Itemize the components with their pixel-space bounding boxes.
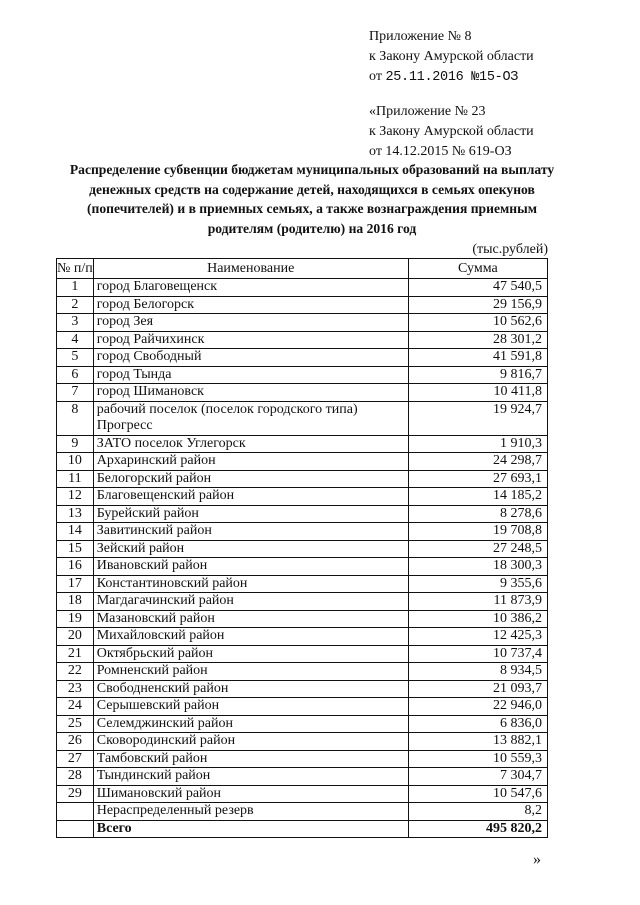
row-sum: 10 737,4	[408, 645, 547, 663]
row-number: 7	[57, 384, 94, 402]
table-row	[57, 540, 548, 558]
table-row	[57, 628, 548, 646]
column-header-name: Наименование	[93, 259, 408, 279]
table-row	[57, 803, 548, 821]
row-name: Ивановский район	[93, 558, 408, 576]
row-name: Мазановский район	[93, 610, 408, 628]
row-name: Михайловский район	[93, 628, 408, 646]
row-number	[57, 803, 94, 821]
table-row	[57, 680, 548, 698]
row-sum: 8 278,6	[408, 505, 547, 523]
appendix-date	[369, 67, 534, 88]
table-row	[57, 558, 548, 576]
table-row	[57, 488, 548, 506]
table-row	[57, 593, 548, 611]
table-row	[57, 575, 548, 593]
row-number: 11	[57, 470, 94, 488]
row-name: Благовещенский район	[93, 488, 408, 506]
row-number: 14	[57, 523, 94, 541]
row-name: Свободненский район	[93, 680, 408, 698]
row-name: Селемджинский район	[93, 715, 408, 733]
row-sum: 29 156,9	[408, 296, 547, 314]
row-name: Архаринский район	[93, 453, 408, 471]
row-name: Завитинский район	[93, 523, 408, 541]
units-label: (тыс.рублей)	[472, 242, 548, 257]
row-number: 21	[57, 645, 94, 663]
table-row	[57, 314, 548, 332]
row-name: город Благовещенск	[93, 279, 408, 297]
row-sum: 11 873,9	[408, 593, 547, 611]
row-sum: 10 559,3	[408, 750, 547, 768]
row-name: Шимановский район	[93, 785, 408, 803]
row-name: город Шимановск	[93, 384, 408, 402]
row-sum: 19 924,7	[408, 401, 547, 435]
table-row	[57, 715, 548, 733]
row-sum: 9 355,6	[408, 575, 547, 593]
row-name: Зейский район	[93, 540, 408, 558]
row-number: 24	[57, 698, 94, 716]
row-number: 10	[57, 453, 94, 471]
row-sum: 41 591,8	[408, 349, 547, 367]
table-row	[57, 610, 548, 628]
table-row	[57, 785, 548, 803]
row-name: город Тында	[93, 366, 408, 384]
row-sum: 7 304,7	[408, 768, 547, 786]
column-header-sum: Сумма	[408, 259, 547, 279]
total-label: Всего	[93, 820, 408, 838]
appendix-header	[369, 27, 534, 88]
table-row	[57, 750, 548, 768]
row-sum: 21 093,7	[408, 680, 547, 698]
row-sum: 19 708,8	[408, 523, 547, 541]
table-row	[57, 331, 548, 349]
row-number: 19	[57, 610, 94, 628]
row-sum: 10 411,8	[408, 384, 547, 402]
total-number	[57, 820, 94, 838]
row-name: Нераспределенный резерв	[93, 803, 408, 821]
row-name: город Белогорск	[93, 296, 408, 314]
row-name: Тындинский район	[93, 768, 408, 786]
row-sum: 27 693,1	[408, 470, 547, 488]
row-number: 16	[57, 558, 94, 576]
row-sum: 6 836,0	[408, 715, 547, 733]
row-sum: 10 562,6	[408, 314, 547, 332]
row-name: Белогорский район	[93, 470, 408, 488]
table-row	[57, 645, 548, 663]
row-number: 28	[57, 768, 94, 786]
row-sum: 8,2	[408, 803, 547, 821]
row-name: Константиновский район	[93, 575, 408, 593]
row-number: 4	[57, 331, 94, 349]
table-row	[57, 296, 548, 314]
quoted-appendix-date: от 14.12.2015 № 619-ОЗ	[369, 144, 512, 159]
row-number: 6	[57, 366, 94, 384]
row-sum: 28 301,2	[408, 331, 547, 349]
row-sum: 27 248,5	[408, 540, 547, 558]
row-sum: 14 185,2	[408, 488, 547, 506]
date-stamp: 25.11.2016 №15-ОЗ	[385, 70, 519, 85]
table-row	[57, 698, 548, 716]
table-row	[57, 349, 548, 367]
appendix-number: Приложение № 8	[369, 29, 472, 44]
date-prefix: от	[369, 69, 386, 84]
row-number: 13	[57, 505, 94, 523]
row-sum: 1 910,3	[408, 435, 547, 453]
row-sum: 12 425,3	[408, 628, 547, 646]
quoted-appendix-number: «Приложение № 23	[369, 104, 486, 119]
row-number: 27	[57, 750, 94, 768]
row-name: город Свободный	[93, 349, 408, 367]
row-name: Сковородинский район	[93, 733, 408, 751]
row-number: 22	[57, 663, 94, 681]
table-row	[57, 523, 548, 541]
table-row	[57, 663, 548, 681]
row-sum: 22 946,0	[408, 698, 547, 716]
row-number: 17	[57, 575, 94, 593]
row-number: 8	[57, 401, 94, 435]
quoted-appendix-header	[369, 102, 534, 162]
distribution-table	[56, 258, 548, 838]
row-number: 23	[57, 680, 94, 698]
table-row	[57, 470, 548, 488]
closing-quote: »	[533, 851, 541, 868]
document-title: Распределение субвенции бюджетам муниципальных образований на выплату денежных средств на содержание детей, находящихся в семьях опекунов (попечителей) и в приемных семьях, а также вознаграждения приемным родителям (родителю) на 2016 год	[69, 162, 555, 236]
row-number: 18	[57, 593, 94, 611]
row-name: Ромненский район	[93, 663, 408, 681]
table-header-row	[57, 259, 548, 279]
appendix-law: к Закону Амурской области	[369, 49, 534, 64]
row-number: 5	[57, 349, 94, 367]
table-row	[57, 366, 548, 384]
total-row	[57, 820, 548, 838]
row-name: Октябрьский район	[93, 645, 408, 663]
row-sum: 10 386,2	[408, 610, 547, 628]
row-sum: 18 300,3	[408, 558, 547, 576]
row-number: 29	[57, 785, 94, 803]
table-row	[57, 279, 548, 297]
row-name: Магдагачинский район	[93, 593, 408, 611]
column-header-number: № п/п	[57, 259, 94, 279]
row-name: город Райчихинск	[93, 331, 408, 349]
table-row	[57, 505, 548, 523]
row-name: Бурейский район	[93, 505, 408, 523]
row-number: 20	[57, 628, 94, 646]
row-sum: 10 547,6	[408, 785, 547, 803]
total-sum: 495 820,2	[408, 820, 547, 838]
row-number: 2	[57, 296, 94, 314]
row-number: 26	[57, 733, 94, 751]
row-sum: 13 882,1	[408, 733, 547, 751]
row-number: 15	[57, 540, 94, 558]
table-row	[57, 453, 548, 471]
table-row	[57, 733, 548, 751]
row-name: ЗАТО поселок Углегорск	[93, 435, 408, 453]
row-number: 9	[57, 435, 94, 453]
row-name: Серышевский район	[93, 698, 408, 716]
row-sum: 8 934,5	[408, 663, 547, 681]
table-row	[57, 384, 548, 402]
quoted-appendix-law: к Закону Амурской области	[369, 124, 534, 139]
row-number: 25	[57, 715, 94, 733]
row-name: рабочий поселок (поселок городского типа) Прогресс	[93, 401, 408, 435]
row-name: Тамбовский район	[93, 750, 408, 768]
row-sum: 47 540,5	[408, 279, 547, 297]
row-sum: 9 816,7	[408, 366, 547, 384]
table-row	[57, 401, 548, 435]
table-row	[57, 768, 548, 786]
row-name: город Зея	[93, 314, 408, 332]
row-number: 1	[57, 279, 94, 297]
table-row	[57, 435, 548, 453]
row-sum: 24 298,7	[408, 453, 547, 471]
row-number: 3	[57, 314, 94, 332]
row-number: 12	[57, 488, 94, 506]
